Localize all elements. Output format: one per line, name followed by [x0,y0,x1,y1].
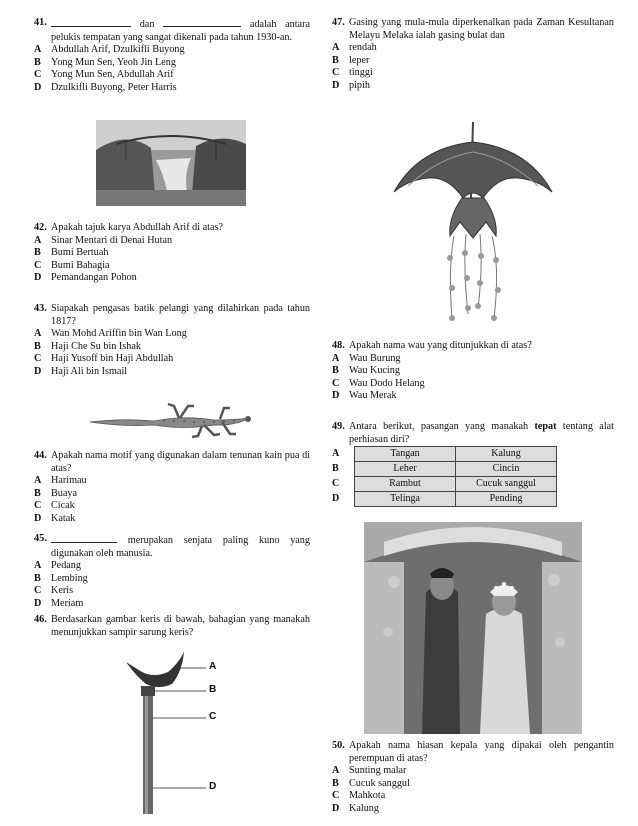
option-c[interactable]: C Bumi Bahagia [34,259,110,271]
question-text: Apakah tajuk karya Abdullah Arif di atas? [51,222,224,233]
question-text: perempuan di atas? [349,752,428,764]
question-number: 46. [34,614,47,625]
keris-label-b: B [209,684,217,695]
question-text: tahun 1817? [51,303,311,327]
question-49 [332,421,614,446]
question-text: manakah menunjukkan sampir sarung keris? [51,614,310,638]
question-text: pua di atas? [51,450,310,474]
question-number: 48. [332,340,345,351]
question-49-stem [332,421,614,446]
question-number: 49. [332,421,345,432]
question-text: Siapakah pengasas batik pelangi yang dilahirkan pada [51,303,283,314]
option-b[interactable]: B Lembing [34,572,88,584]
question-text: tempatan yang sangat dikenali pada tahun 1930-an. [82,31,293,43]
option-a[interactable]: A Harimau [34,475,87,487]
keris-image [124,648,224,820]
option-b[interactable]: B Wau Kucing [332,365,400,377]
option-c[interactable]: C Keris [34,585,74,597]
question-text: alat perhiasan diri? [349,421,615,445]
question-text: tentang [562,421,593,432]
option-d[interactable]: D Kalung [332,802,379,814]
option-d[interactable]: D Meriam [34,597,84,609]
question-48-stem [332,340,614,353]
jewelry-pair-table [332,446,557,507]
answer-blank [51,533,117,543]
option-c[interactable]: C Mahkota [332,790,386,802]
option-d[interactable]: D Katak [34,512,76,524]
table-row[interactable]: B Leher Cincin [332,462,557,477]
table-row[interactable]: D Telinga Pending [332,492,557,507]
option-c[interactable]: C Cicak [34,500,75,512]
option-d[interactable]: D Wau Merak [332,390,397,402]
question-number: 47. [332,17,345,28]
keris-label-a: A [209,661,217,672]
option-a[interactable]: A Sinar Mentari di Denai Hutan [34,234,173,246]
question-45 [34,533,310,611]
option-b[interactable]: B leper [332,54,370,66]
option-d[interactable]: D Haji Ali bin Ismail [34,365,128,377]
question-42-stem [34,222,310,235]
wau-kite-image [388,118,558,334]
option-b[interactable]: B Buaya [34,487,78,499]
option-a[interactable]: A rendah [332,42,377,54]
option-a[interactable]: A Abdullah Arif, Dzulkifli Buyong [34,44,185,56]
option-a[interactable]: A Sunting malar [332,765,407,777]
question-43 [34,303,310,379]
question-text: Kesultanan Melayu Melaka ialah gasing bulat dan [349,17,615,41]
wedding-photo-image [364,522,582,734]
question-46 [34,614,310,639]
answer-blank [51,17,131,27]
option-b[interactable]: B Haji Che Su bin Ishak [34,340,141,352]
question-50 [332,740,614,816]
option-b[interactable]: B Cucuk sanggul [332,777,410,789]
question-45-stem [34,533,310,560]
answer-blank [163,17,241,27]
option-a[interactable]: A Wan Mohd Ariffin bin Wan Long [34,328,187,340]
table-row[interactable]: A Tangan Kalung [332,447,557,462]
question-47-stem [332,17,614,42]
painting-image [96,120,246,206]
question-number: 44. [34,450,47,461]
keris-label-c: C [209,711,217,722]
question-42 [34,222,310,285]
question-44-stem [34,450,310,475]
option-c[interactable]: C tinggi [332,67,373,79]
option-a[interactable]: A Pedang [34,560,81,572]
question-number: 50. [332,740,345,751]
question-41 [34,17,310,95]
question-48 [332,340,614,403]
keris-label-d: D [209,781,217,792]
question-text: Apakah nama motif yang digunakan dalam tenunan kain [51,450,283,461]
option-d[interactable]: D Pemandangan Pohon [34,272,137,284]
question-46-stem [34,614,310,639]
option-c[interactable]: C Yong Mun Sen, Abdullah Arif [34,69,174,81]
option-d[interactable]: D Dzulkifli Buyong, Peter Harris [34,81,177,93]
question-44 [34,450,310,526]
question-43-stem [34,303,310,328]
question-text: Berdasarkan gambar keris di bawah, bahagian yang [51,614,270,625]
question-text: Apakah nama hiasan kepala yang dipakai oleh pengantin [349,740,614,751]
option-a[interactable]: A Wau Burung [332,352,401,364]
option-c[interactable]: C Wau Dodo Helang [332,377,425,389]
question-text: adalah antara pelukis [51,19,310,43]
question-text: digunakan oleh manusia. [51,547,153,559]
question-text: dan [139,19,155,30]
question-number: 42. [34,222,47,233]
question-text: merupakan senjata paling kuno yang [127,535,310,546]
table-row[interactable]: C Rambut Cucuk sanggul [332,477,557,492]
option-d[interactable]: D pipih [332,79,370,91]
question-number: 41. [34,17,47,28]
question-number: 43. [34,303,47,314]
question-text: Gasing yang mula-mula diperkenalkan pada Zaman [349,17,565,28]
lizard-motif-image [84,400,256,440]
question-text: Apakah nama wau yang ditunjukkan di atas? [349,340,532,351]
option-b[interactable]: B Bumi Bertuah [34,247,109,259]
question-text: Antara berikut, pasangan yang manakah [349,421,529,432]
option-b[interactable]: B Yong Mun Sen, Yeoh Jin Leng [34,56,176,68]
question-41-stem [34,17,310,44]
option-c[interactable]: C Haji Yusoff bin Haji Abdullah [34,353,174,365]
question-47 [332,17,614,93]
question-number: 45. [34,533,47,544]
emphasis-text: tepat [534,421,557,432]
question-50-stem [332,740,614,765]
